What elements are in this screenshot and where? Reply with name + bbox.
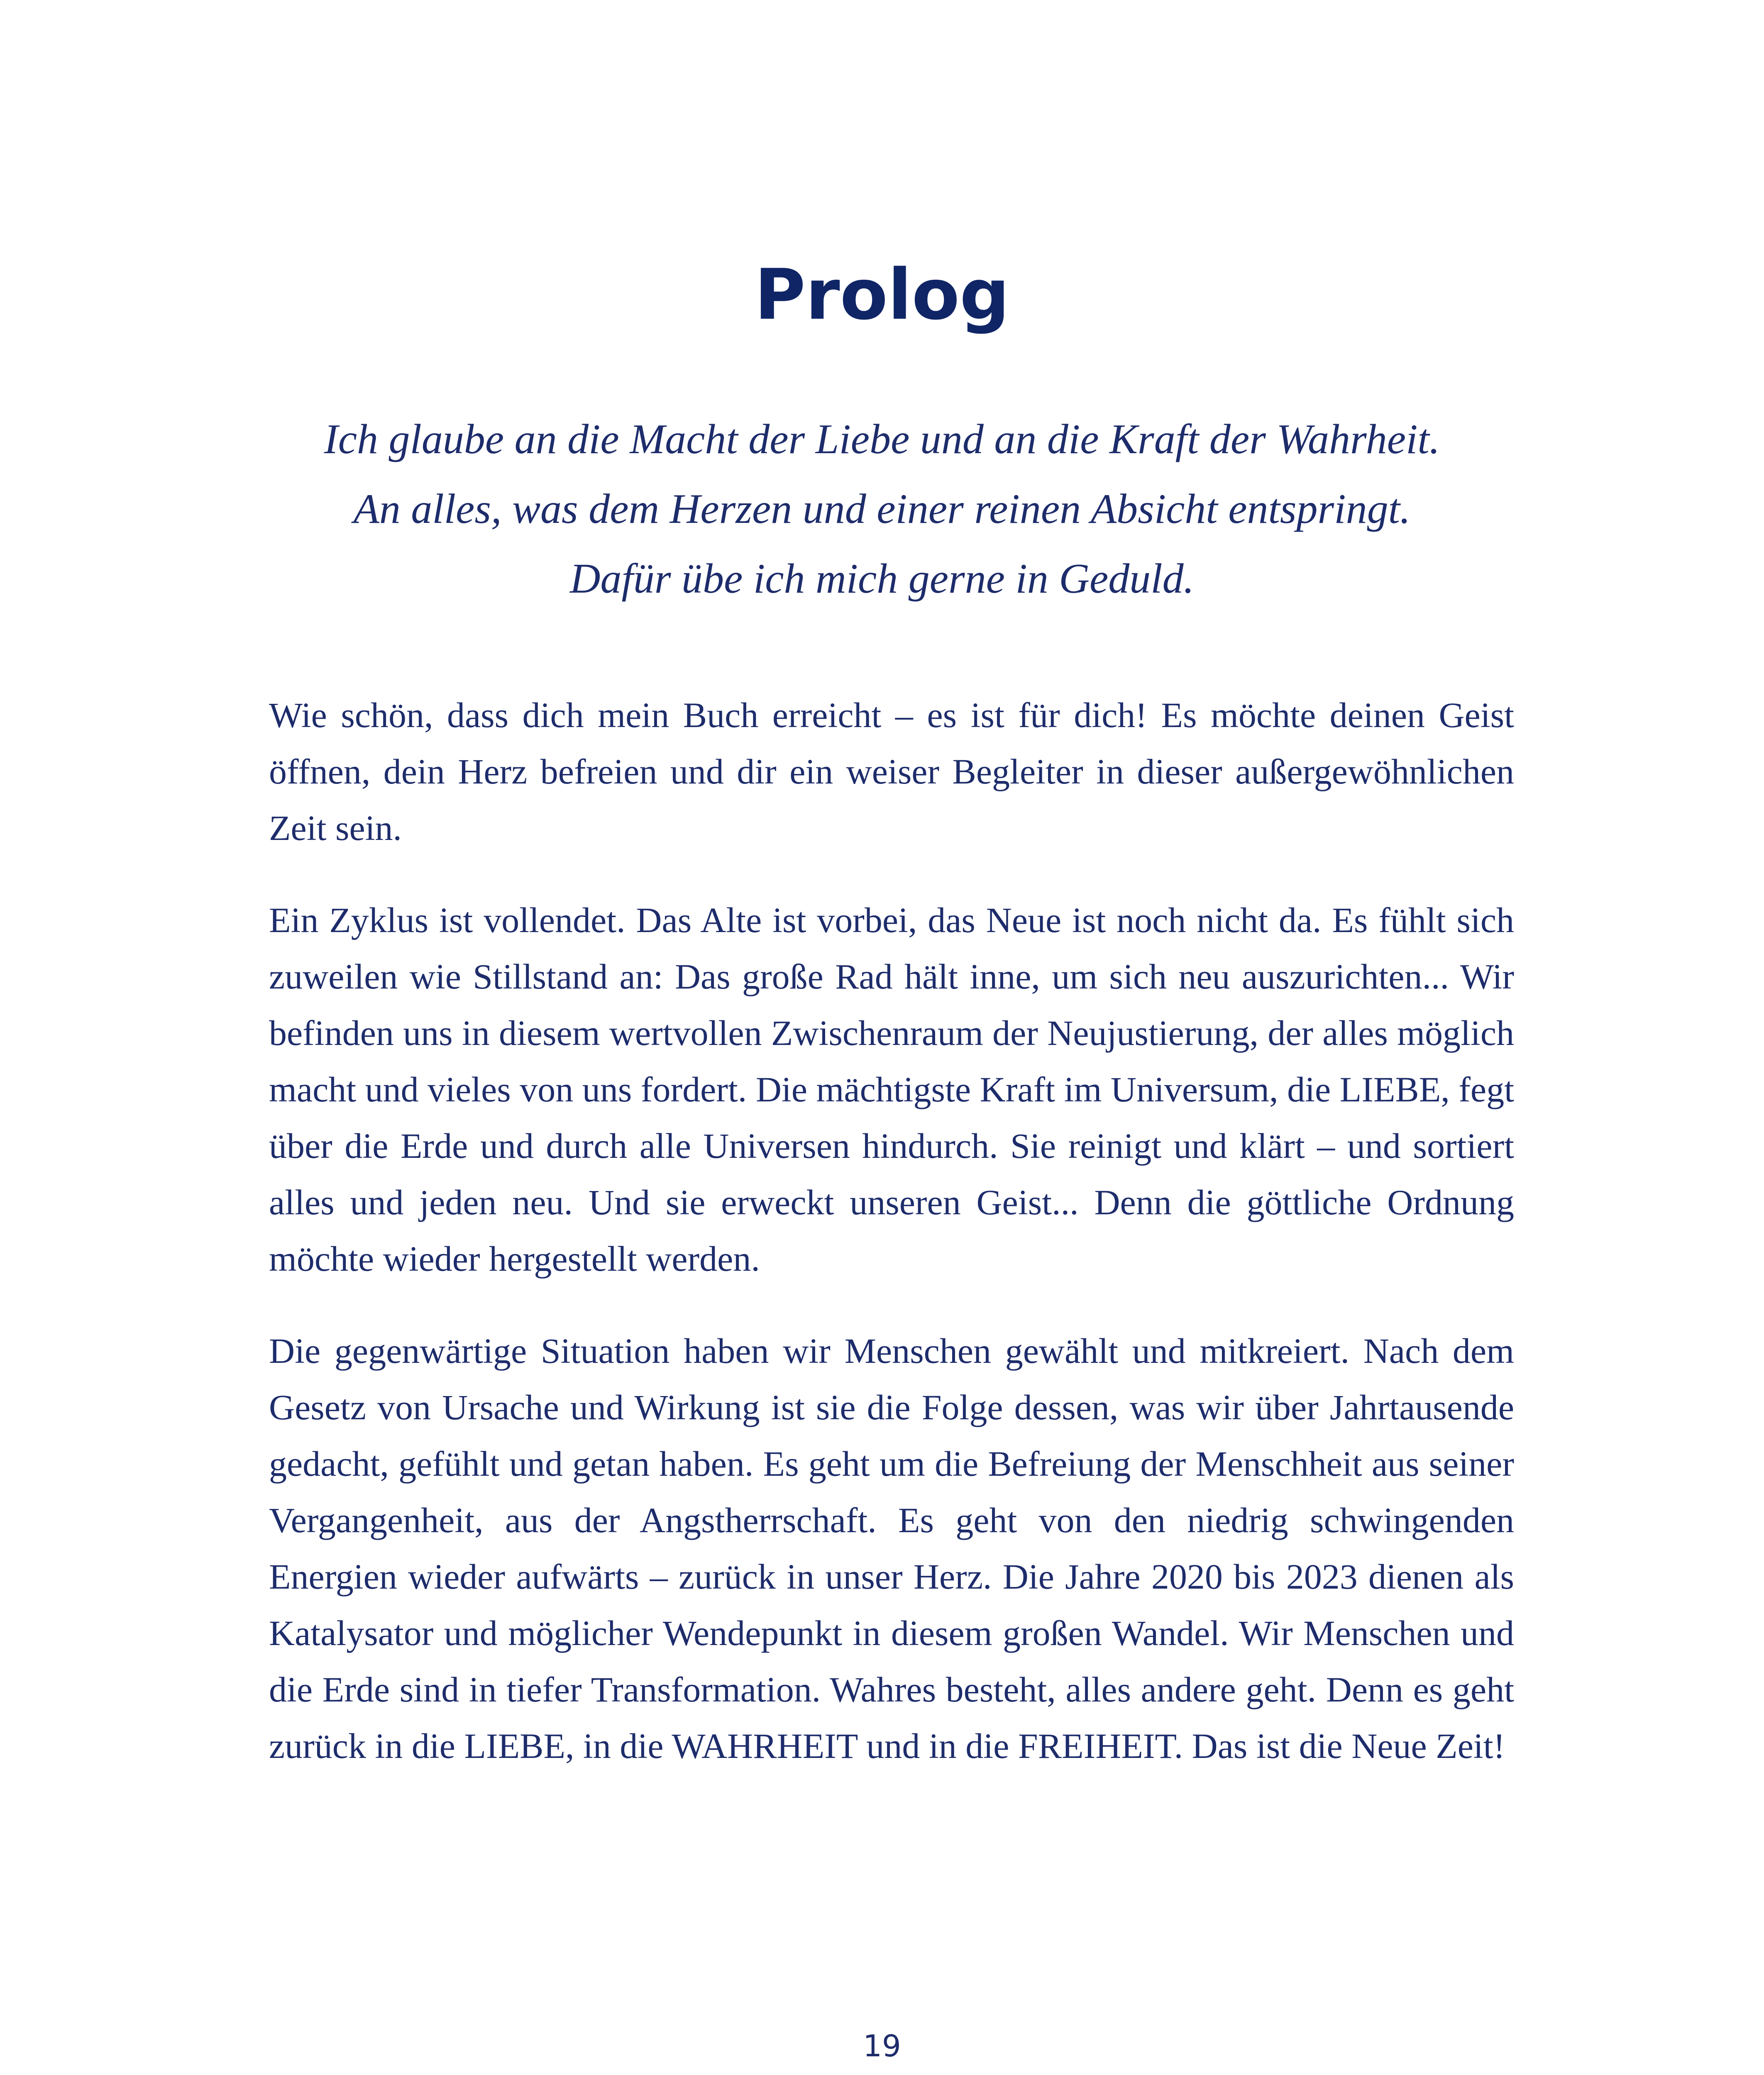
- paragraph-1: Wie schön, dass dich mein Buch erreicht – es ist für dich! Es möchte deinen Geist öffnen, dein Herz befreien und dir ein weiser Begleiter in dieser außergewöhnlichen Zeit sein.: [269, 695, 1514, 848]
- epigraph-line-2: An alles, was dem Herzen und einer reinen Absicht entspringt.: [353, 486, 1411, 532]
- epigraph-line-1: Ich glaube an die Macht der Liebe und an die Kraft der Wahrheit.: [324, 416, 1440, 463]
- paragraph-3: Die gegenwärtige Situation haben wir Menschen gewählt und mitkreiert. Nach dem Gesetz von Ursache und Wirkung ist sie die Folge dessen, was wir über Jahrtausende gedacht, gefühlt und getan haben. Es geht um die Befreiung der Menschheit aus seiner Vergangenheit, aus der Angstherrschaft. Es geht von den niedrig schwingenden Energien wieder aufwärts – zurück in unser Herz. Die Jahre 2020 bis 2023 dienen als Katalysator und möglicher Wendepunkt in diesem großen Wandel. Wir Menschen und die Erde sind in tiefer Transformation. Wahres besteht, alles andere geht. Denn es geht zurück in die LIEBE, in die WAHRHEIT und in die FREIHEIT. Das ist die Neue Zeit!: [269, 1331, 1514, 1766]
- paragraph-2: Ein Zyklus ist vollendet. Das Alte ist vorbei, das Neue ist noch nicht da. Es fühlt sich zuweilen wie Stillstand an: Das große Rad hält inne, um sich neu auszurichten... Wir befinden uns in diesem wertvollen Zwischenraum der Neujustierung, der alles möglich macht und vieles von uns fordert. Die mächtigste Kraft im Universum, die LIEBE, fegt über die Erde und durch alle Universen hindurch. Sie reinigt und klärt – und sortiert alles und jeden neu. Und sie erweckt unseren Geist... Denn die göttliche Ordnung möchte wieder hergestellt werden.: [269, 900, 1514, 1279]
- epigraph-line-3: Dafür übe ich mich gerne in Geduld.: [569, 555, 1195, 602]
- chapter-title: Prolog: [754, 254, 1010, 335]
- page-number: 19: [863, 2029, 901, 2063]
- epigraph: [166, 405, 1598, 614]
- body-text: [269, 687, 1514, 1810]
